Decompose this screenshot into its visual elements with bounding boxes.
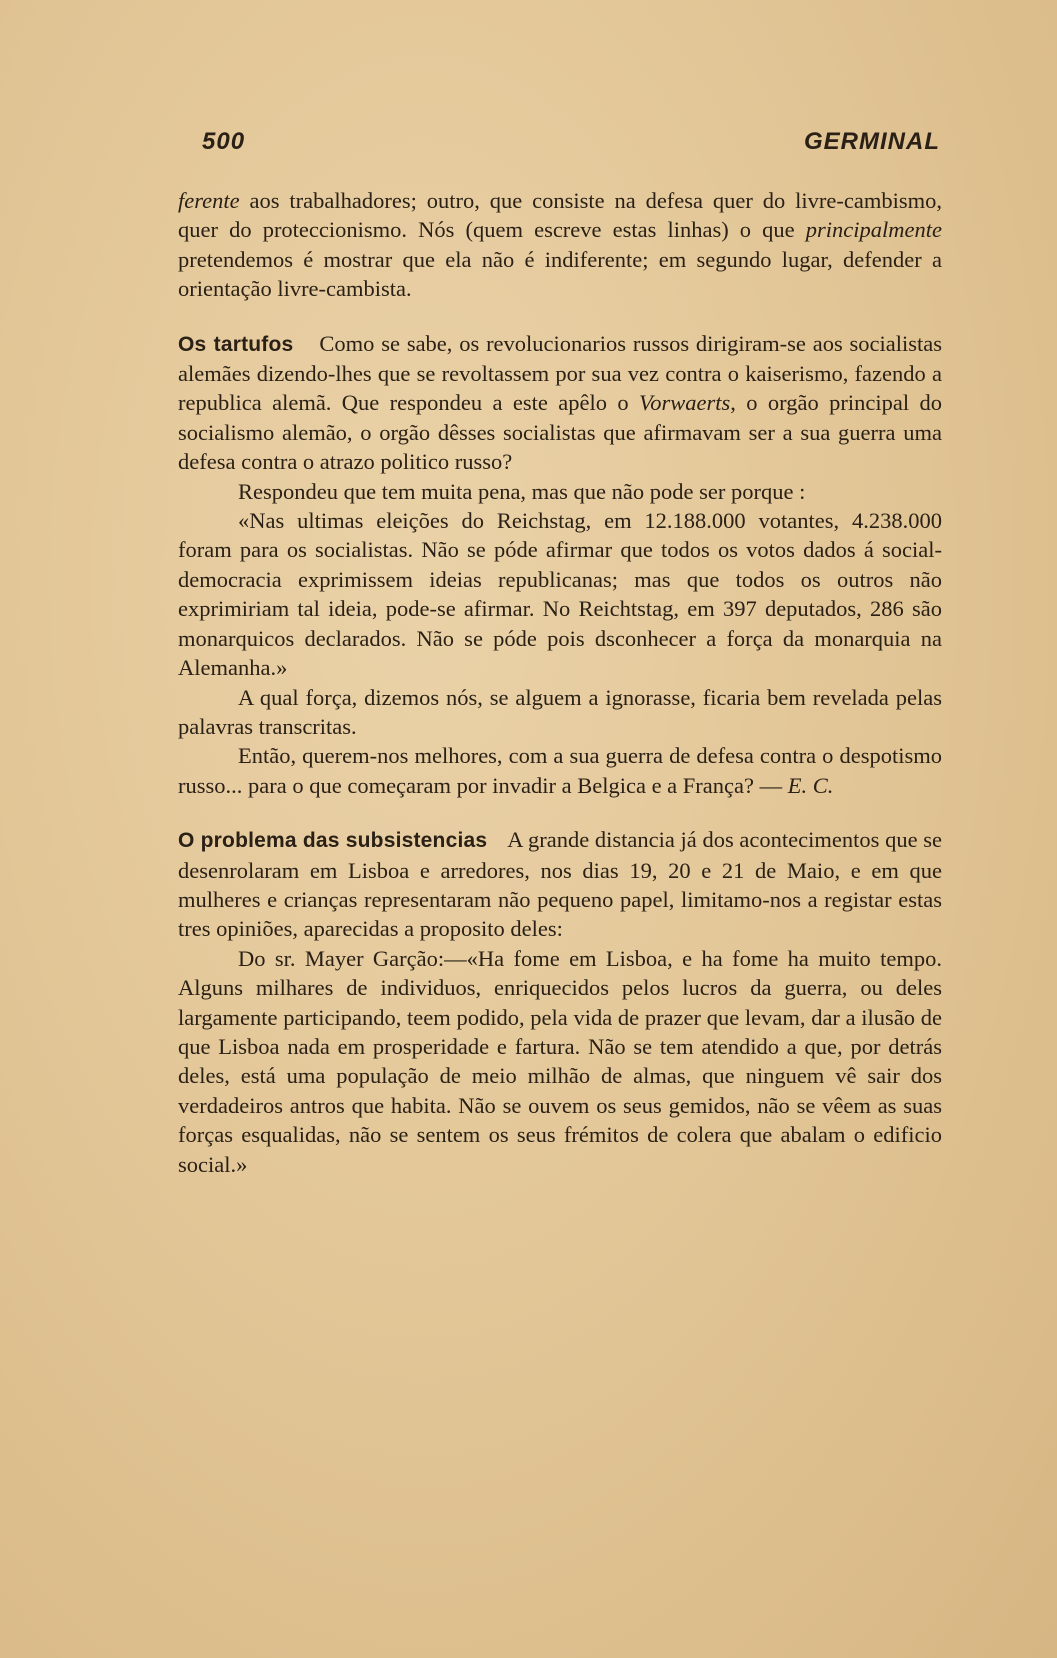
intro-text-2: pretendemos é mostrar que ela não é indiferente; em segundo lugar, defender a orientação livre-cambista. <box>178 246 942 302</box>
signature: E. C. <box>787 772 834 798</box>
tartufos-p1-text-2: , o orgão principal do socialismo alemão, o orgão dêsses socialistas que afirmavam ser a sua guerra uma defesa contra o atrazo politico russo? <box>178 390 942 475</box>
tartufos-p1-text-1: Como se sabe, os revolucionarios russos dirigiram-se aos socialistas alemães dizendo-lhes que se revoltassem por sua vez contra o kaiserismo, fazendo a republica alemã. Que respondeu a este apêlo o <box>178 330 943 416</box>
intro-emphasis: principalmente <box>805 217 942 243</box>
tartufos-paragraph-1 <box>178 329 942 477</box>
tartufos-p5-text: Então, querem-nos melhores, com a sua guerra de defesa contra o despotismo russo... para o que começaram por invadir a Belgica e a França? — <box>178 743 942 798</box>
tartufos-p1-emphasis: Vorwaerts <box>639 390 731 416</box>
section-subsistencias <box>178 825 942 1179</box>
section-heading-subsistencias: O problema das subsistencias <box>178 829 488 853</box>
intro-fragment-italic: ferente <box>178 188 240 213</box>
page-header <box>178 128 942 168</box>
tartufos-paragraph-5 <box>178 741 942 800</box>
subsistencias-p1-text: A grande distancia já dos acontecimentos que se desenrolaram em Lisboa e arredores, nos dias 19, 20 e 21 de Maio, e em que mulheres e crianças representaram não pequeno papel, limitamo-nos a registar estas tres opiniões, aparecidas a proposito deles: <box>178 827 942 942</box>
section-heading-tartufos: Os tartufos <box>178 332 294 356</box>
intro-text-1: aos trabalhadores; outro, que consiste na defesa quer do livre-cambismo, quer do proteccionismo. Nós (quem escreve estas linhas) o que <box>178 188 942 243</box>
subsistencias-quote-paragraph: Do sr. Mayer Garção:—«Ha fome em Lisboa, e ha fome ha muito tempo. Alguns milhares de individuos, enriquecidos pelos lucros da guerra, ou deles largamente participando, teem podido, pela vida de prazer que levam, dar a ilusão de que Lisboa nada em prosperidade e fartura. Não se tem atendido a que, por detrás deles, está uma população de meio milhão de almas, que ninguem vê sair dos verdadeiros antros que habita. Não se ouvem os seus gemidos, não se vêem as suas forças esqualidas, não se sentem os seus frémitos de colera que abalam o edificio social.» <box>178 945 942 1177</box>
intro-paragraph <box>178 186 942 304</box>
tartufos-quote-paragraph: «Nas ultimas eleições do Reichstag, em 12.188.000 votantes, 4.238.000 foram para os socialistas. Não se póde afirmar que todos os votos dados á social-democracia exprimissem ideias republicanas; mas que todos os outros não exprimiriam tal ideia, pode-se afirmar. No Reichtstag, em 397 deputados, 286 são monarquicos declarados. Não se póde pois dsconhecer a força da monarquia na Alemanha.» <box>178 508 942 681</box>
subsistencias-paragraph-1 <box>178 825 942 944</box>
section-tartufos <box>178 329 942 801</box>
tartufos-paragraph-2: Respondeu que tem muita pena, mas que não pode ser porque : <box>238 478 806 504</box>
running-title: GERMINAL <box>804 128 940 155</box>
document-page <box>178 128 942 1179</box>
tartufos-paragraph-4: A qual força, dizemos nós, se alguem a ignorasse, ficaria bem revelada pelas palavras transcritas. <box>178 684 942 739</box>
page-number: 500 <box>202 128 246 155</box>
